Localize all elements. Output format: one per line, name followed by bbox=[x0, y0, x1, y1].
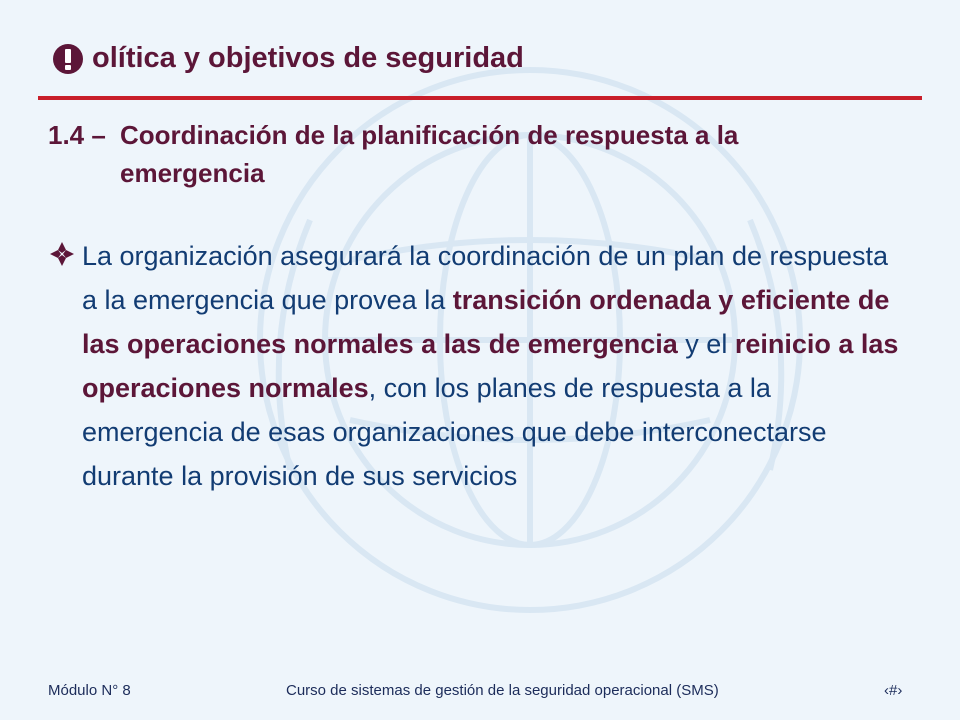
slide-title: olítica y objetivos de seguridad bbox=[92, 41, 524, 74]
bullet-point bbox=[48, 234, 908, 498]
section-heading-line1: Coordinación de la planificación de respuesta a la bbox=[120, 120, 739, 150]
bullet-segment-4-emphasis: reinicio a las operaciones normales bbox=[82, 329, 899, 403]
slide-footer bbox=[0, 680, 960, 704]
section-heading bbox=[48, 116, 908, 192]
footer-course: Curso de sistemas de gestión de la seguridad operacional (SMS) bbox=[286, 682, 719, 699]
section-heading-line2: emergencia bbox=[120, 158, 265, 188]
footer-page-number: ‹#› bbox=[884, 682, 903, 699]
title-divider bbox=[38, 96, 922, 100]
section-number: 1.4 – bbox=[48, 120, 106, 150]
bullet-segment-2-emphasis: transición ordenada y eficiente de las operaciones normales a las de emergencia bbox=[82, 285, 890, 359]
bullet-segment-3: y el bbox=[677, 329, 735, 359]
bullet-text bbox=[82, 234, 908, 498]
bullet-circle-icon bbox=[48, 38, 88, 78]
slide-title-row bbox=[48, 28, 524, 88]
bullet-segment-1: La organización asegurará la coordinación de un plan de respuesta a la emergencia que provea la bbox=[82, 241, 889, 315]
diamond-bullet-icon bbox=[48, 240, 76, 268]
bullet-segment-5: , con los planes de respuesta a la emergencia de esas organizaciones que debe interconectarse durante la provisión de sus servicios bbox=[82, 373, 827, 491]
footer-module: Módulo N° 8 bbox=[48, 682, 131, 699]
